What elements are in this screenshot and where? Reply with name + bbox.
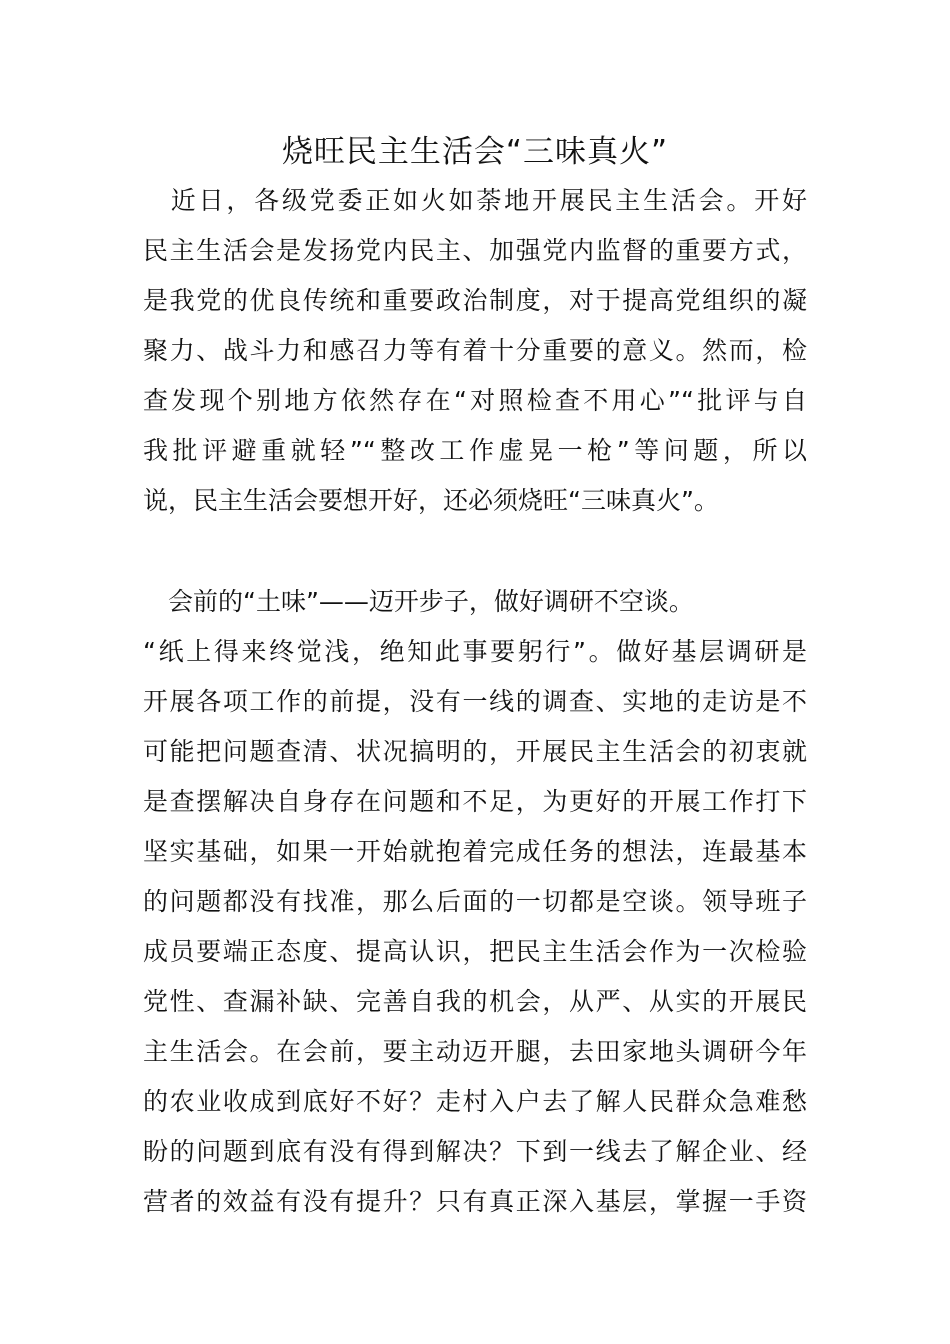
text-line: 近日，各级党委正如火如荼地开展民主生活会。开好 [143, 186, 807, 215]
text-line: 党性、查漏补缺、完善自我的机会，从严、从实的开展民 [143, 987, 807, 1016]
text-line: 的问题都没有找准，那么后面的一切都是空谈。领导班子 [143, 887, 807, 916]
text-line: 营者的效益有没有提升？只有真正深入基层，掌握一手资 [143, 1187, 807, 1216]
text-line: 说，民主生活会要想开好，还必须烧旺“三味真火”。 [143, 486, 719, 515]
text-line: 主生活会。在会前，要主动迈开腿，去田家地头调研今年 [143, 1037, 807, 1066]
paragraph-section-1 [143, 577, 807, 1227]
text-line: 成员要端正态度、提高认识，把民主生活会作为一次检验 [143, 937, 807, 966]
text-line: “纸上得来终觉浅，绝知此事要躬行”。做好基层调研是 [143, 637, 807, 666]
text-line: 查发现个别地方依然存在“对照检查不用心”“批评与自 [143, 386, 807, 415]
text-line: 聚力、战斗力和感召力等有着十分重要的意义。然而，检 [143, 336, 807, 365]
text-line: 是查摆解决自身存在问题和不足，为更好的开展工作打下 [143, 787, 807, 816]
text-line: 盼的问题到底有没有得到解决？下到一线去了解企业、经 [143, 1137, 807, 1166]
document-title: 烧旺民主生活会“三味真火” [281, 134, 669, 170]
text-line: 坚实基础，如果一开始就抱着完成任务的想法，连最基本 [143, 837, 807, 866]
text-line: 开展各项工作的前提，没有一线的调查、实地的走访是不 [143, 687, 807, 716]
paragraph-intro [143, 176, 807, 526]
text-line: 是我党的优良传统和重要政治制度，对于提高党组织的凝 [143, 286, 807, 315]
section-heading-line: 会前的“土味”——迈开步子，做好调研不空谈。 [143, 587, 694, 616]
text-line: 可能把问题查清、状况搞明的，开展民主生活会的初衷就 [143, 737, 807, 766]
text-line: 民主生活会是发扬党内民主、加强党内监督的重要方式， [143, 236, 807, 265]
text-line: 我批评避重就轻”“整改工作虚晃一枪”等问题，所以 [143, 436, 807, 465]
text-line: 的农业收成到底好不好？走村入户去了解人民群众急难愁 [143, 1087, 807, 1116]
